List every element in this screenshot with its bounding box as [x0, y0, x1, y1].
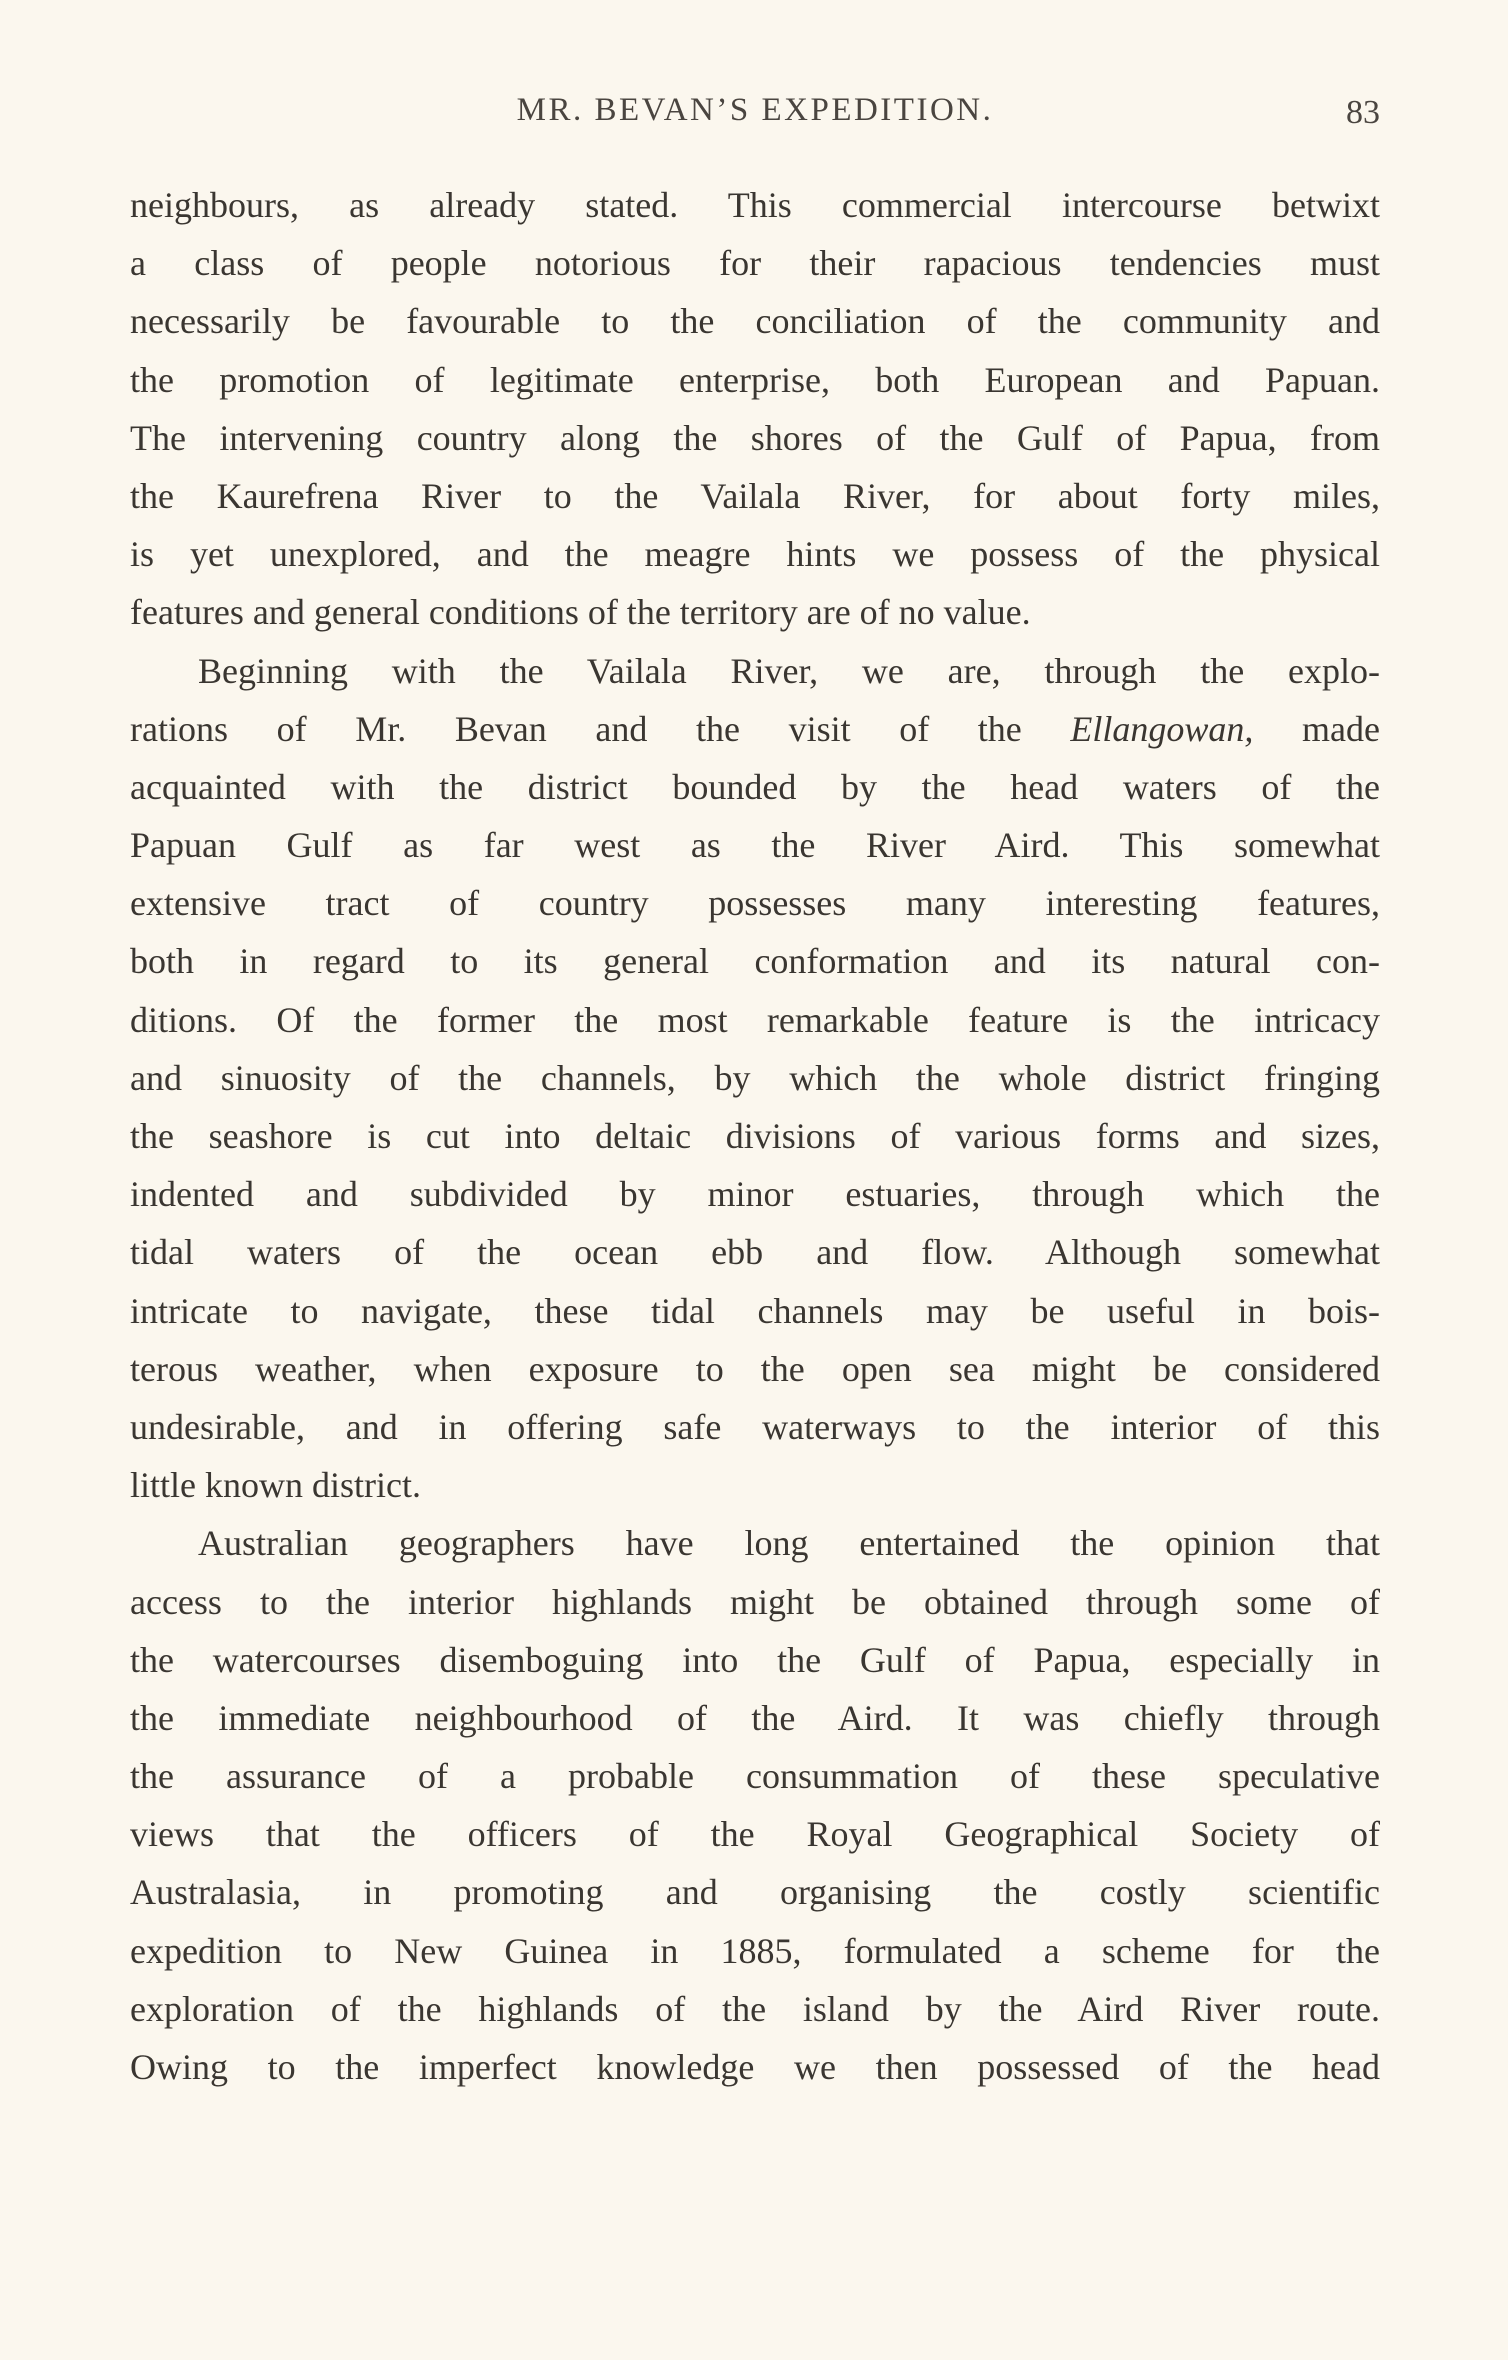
text-line: terous weather, when exposure to the open sea might be considered — [130, 1348, 1380, 1389]
ship-name-italic: Ellangowan, — [1070, 708, 1254, 749]
text-line: the immediate neighbourhood of the Aird. It was chiefly through — [130, 1697, 1380, 1738]
running-head — [130, 92, 1380, 136]
text-line: neighbours, as already stated. This commercial intercourse betwixt — [130, 185, 1380, 225]
text-line: Owing to the imperfect knowledge we then possessed of the head — [130, 2047, 1380, 2087]
text-line: the promotion of legitimate enterprise, both European and Papuan. — [130, 359, 1380, 400]
text-line: acquainted with the district bounded by the head waters of the — [130, 766, 1380, 807]
text-line-with-italic — [130, 700, 1380, 758]
text-line: a class of people notorious for their rapacious tendencies must — [130, 243, 1380, 284]
text-line: little known district. — [130, 1465, 421, 1506]
text-line: indented and subdivided by minor estuaries, through which the — [130, 1174, 1380, 1215]
text-line: Papuan Gulf as far west as the River Aird. This somewhat — [130, 825, 1380, 866]
text-line: Australasia, in promoting and organising the costly scientific — [130, 1872, 1380, 1913]
text-span: rations of Mr. Bevan and the visit of the — [130, 708, 1071, 749]
text-line: expedition to New Guinea in 1885, formulated a scheme for the — [130, 1930, 1380, 1971]
text-line: ditions. Of the former the most remarkable feature is the intricacy — [130, 999, 1380, 1040]
text-line: extensive tract of country possesses many interesting features, — [130, 883, 1380, 924]
body-text — [130, 176, 1380, 2096]
text-line: exploration of the highlands of the island by the Aird River route. — [130, 1988, 1380, 2029]
text-line: views that the officers of the Royal Geographical Society of — [130, 1814, 1380, 1855]
text-line: access to the interior highlands might be obtained through some of — [130, 1581, 1380, 1622]
text-line: the assurance of a probable consummation of these speculative — [130, 1756, 1380, 1797]
text-line: undesirable, and in offering safe waterways to the interior of this — [130, 1406, 1380, 1447]
text-line: tidal waters of the ocean ebb and flow. Although somewhat — [130, 1232, 1380, 1273]
text-line: intricate to navigate, these tidal channels may be useful in bois- — [130, 1290, 1380, 1331]
text-line: The intervening country along the shores of the Gulf of Papua, from — [130, 417, 1380, 458]
text-line: the watercourses disemboguing into the Gulf of Papua, especially in — [130, 1639, 1380, 1680]
paragraph-first-line: Beginning with the Vailala River, we are, through the explo- — [198, 650, 1380, 691]
page-number: 83 — [1346, 94, 1380, 131]
text-line: and sinuosity of the channels, by which the whole district fringing — [130, 1057, 1380, 1098]
text-line: both in regard to its general conformation and its natural con- — [130, 941, 1380, 982]
paragraph-first-line: Australian geographers have long entertained the opinion that — [198, 1523, 1380, 1564]
running-title: MR. BEVAN’S EXPEDITION. — [516, 92, 994, 128]
text-line: the seashore is cut into deltaic divisions of various forms and sizes, — [130, 1116, 1380, 1156]
text-line: features and general conditions of the territory are of no value. — [130, 592, 1031, 633]
text-line: is yet unexplored, and the meagre hints we possess of the physical — [130, 534, 1380, 575]
text-line: necessarily be favourable to the conciliation of the community and — [130, 301, 1380, 342]
text-span: made — [1253, 708, 1380, 749]
text-line: the Kaurefrena River to the Vailala River, for about forty miles, — [130, 475, 1380, 516]
